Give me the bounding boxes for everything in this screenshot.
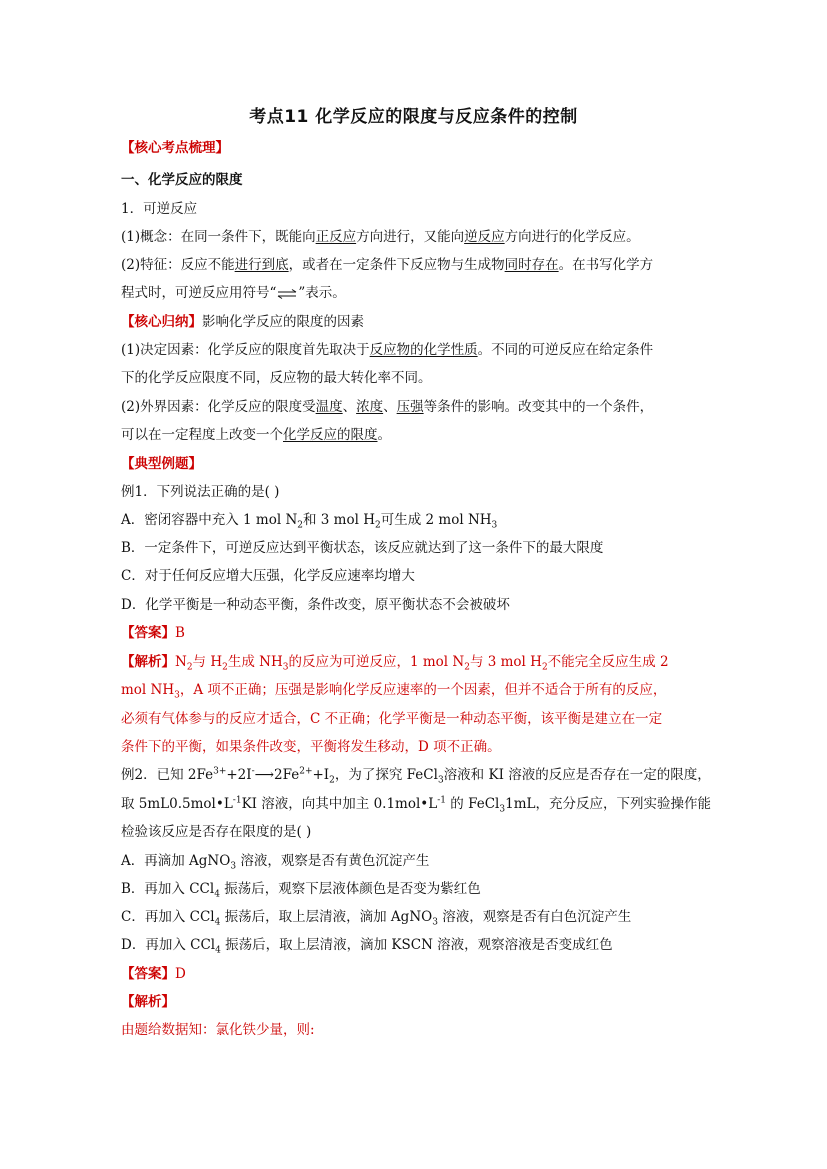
example-2-option-a: A．再滴加 AgNO$_3$ 溶液，观察是否有黄色沉淀产生 bbox=[121, 853, 430, 872]
external-line-1: (2)外界因素：化学反应的限度受温度、浓度、压强等条件的影响。改变其中的一个条件， bbox=[121, 399, 654, 415]
example-2-option-d: D．再加入 CCl$_4$ 振荡后，取上层清液，滴加 KSCN 溶液，观察溶液是否变成红色 bbox=[121, 937, 613, 956]
feature-line-2: 程式时，可逆反应用符号“ ”表示。 bbox=[121, 285, 346, 301]
example-1-option-d: D．化学平衡是一种动态平衡，条件改变，原平衡状态不会被破坏 bbox=[121, 597, 510, 613]
example-1-option-a: A．密闭容器中充入 1 mol $N_2$和 3 mol $H_2$可生成 2 mol $NH_3$ bbox=[121, 512, 498, 531]
external-line-2: 可以在一定程度上改变一个化学反应的限度。 bbox=[121, 427, 391, 443]
page-title: 考点11 化学反应的限度与反应条件的控制 bbox=[249, 107, 578, 127]
decide-line-1: (1)决定因素：化学反应的限度首先取决于反应物的化学性质。不同的可逆反应在给定条件 bbox=[121, 342, 654, 358]
section-core-heading: 【核心考点梳理】 bbox=[121, 140, 229, 156]
example-2-answer: 【答案】D bbox=[121, 966, 186, 982]
decide-line-2: 下的化学反应限度不同，反应物的最大转化率不同。 bbox=[121, 370, 432, 386]
example-1-option-c: C．对于任何反应增大压强，化学反应速率均增大 bbox=[121, 568, 415, 584]
example-1-option-b: B．一定条件下，可逆反应达到平衡状态，该反应就达到了这一条件下的最大限度 bbox=[121, 540, 604, 556]
example-2-option-b: B．再加入 CCl$_4$ 振荡后，观察下层液体颜色是否变为紫红色 bbox=[121, 881, 481, 900]
section-1-heading: 一、化学反应的限度 bbox=[121, 172, 243, 188]
example-1-analysis-1: 【解析】$N_2$与 $H_2$生成 $NH_3$的反应为可逆反应，1 mol $N_2$与 3 mol $H_2$不能完全反应生成 2 bbox=[121, 654, 669, 673]
concept-line: (1)概念：在同一条件下，既能向正反应方向进行，又能向逆反应方向进行的化学反应。 bbox=[121, 229, 640, 245]
example-2-option-c: C．再加入 CCl$_4$ 振荡后，取上层清液，滴加 AgNO$_3$ 溶液，观察是否有白色沉淀产生 bbox=[121, 909, 632, 928]
example-1-question: 例1．下列说法正确的是( ) bbox=[121, 484, 280, 500]
example-1-answer: 【答案】B bbox=[121, 625, 185, 641]
item-reversible-reaction: 1．可逆反应 bbox=[121, 201, 198, 217]
example-2-question-3: 检验该反应是否存在限度的是( ) bbox=[121, 824, 312, 840]
reversible-arrow-icon bbox=[276, 289, 298, 299]
section-example-heading: 【典型例题】 bbox=[121, 456, 202, 472]
example-2-question-2: 取 $5mL0.5mol•L^{-1}KI$ 溶液，向其中加主 $0.1mol•L^{-1}$ 的 FeCl$_3$1mL，充分反应，下列实验操作能 bbox=[121, 795, 711, 815]
example-1-analysis-4: 条件下的平衡，如果条件改变，平衡将发生移动，D 项不正确。 bbox=[121, 739, 501, 755]
example-1-analysis-3: 必须有气体参与的反应才适合，C 不正确；化学平衡是一种动态平衡，该平衡是建立在一定 bbox=[121, 711, 663, 727]
example-2-question-1: 例2．已知 $2Fe^{3+}+2I^-⟶2Fe^{2+}+I_2$，为了探究 FeCl$_3$溶液和 KI 溶液的反应是否存在一定的限度， bbox=[121, 766, 711, 786]
example-1-analysis-2: mol $NH_3$，A 项不正确；压强是影响化学反应速率的一个因素，但并不适合于所有的反应， bbox=[121, 682, 667, 701]
feature-line-1: (2)特征：反应不能进行到底，或者在一定条件下反应物与生成物同时存在。在书写化学方 bbox=[121, 257, 654, 273]
example-2-analysis-heading: 【解析】 bbox=[121, 994, 175, 1010]
summary-line: 【核心归纳】影响化学反应的限度的因素 bbox=[121, 314, 364, 330]
example-2-analysis-1: 由题给数据知：氯化铁少量，则: bbox=[121, 1022, 315, 1038]
